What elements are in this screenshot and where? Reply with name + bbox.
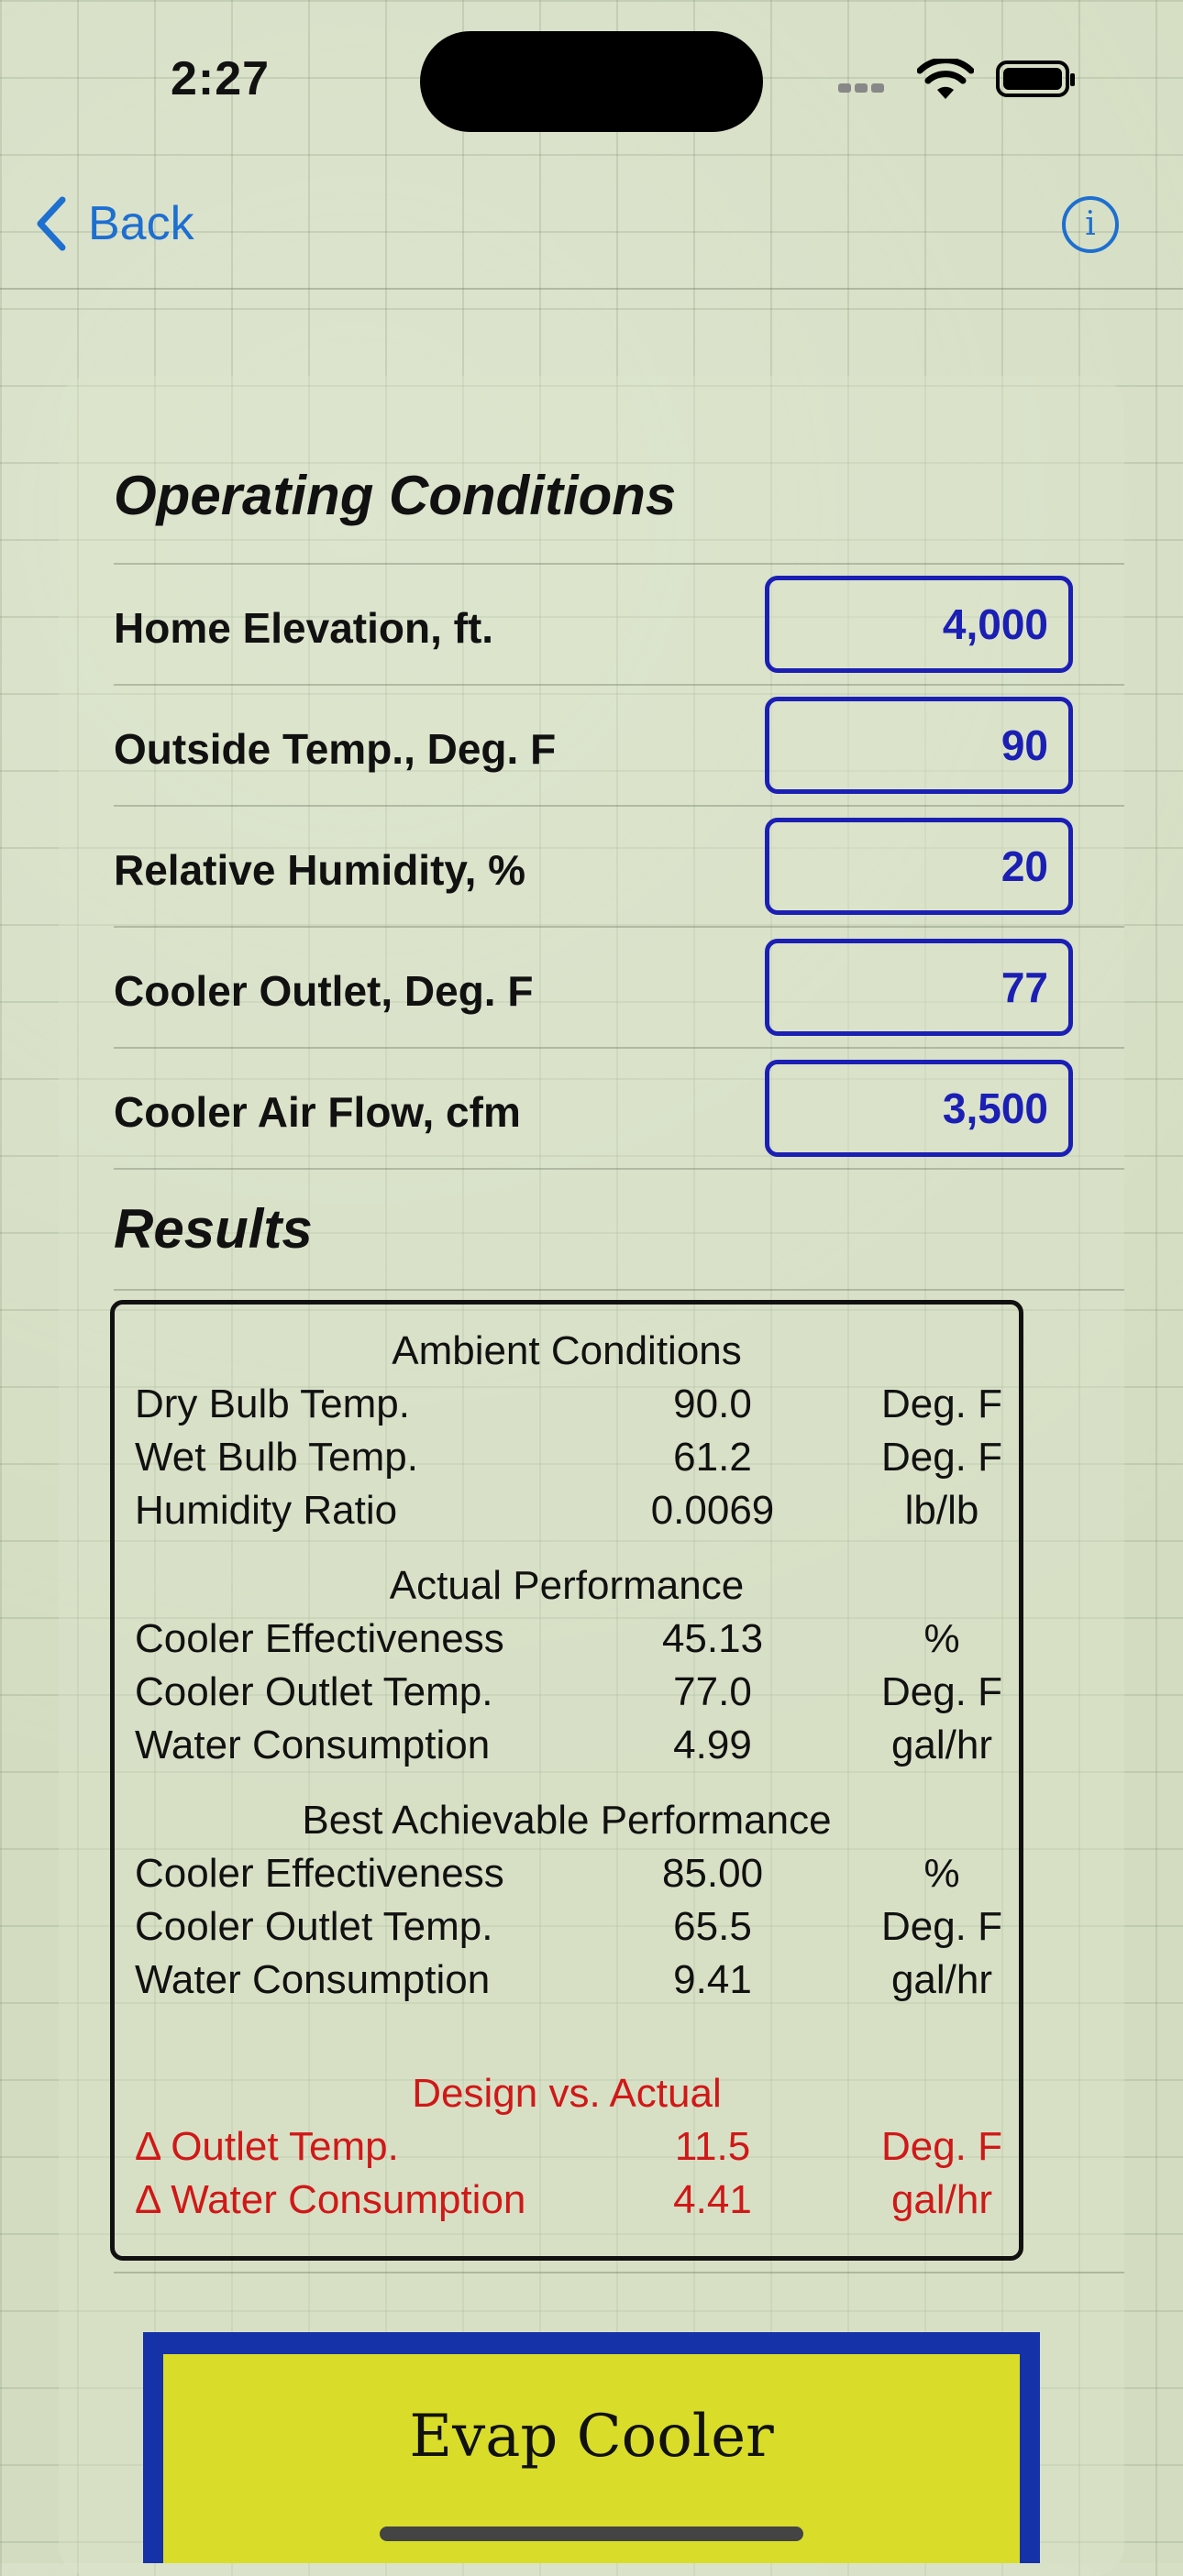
result-name: Δ Outlet Temp.: [135, 2124, 399, 2169]
cellular-signal-icon: [838, 81, 888, 97]
result-name: Cooler Effectiveness: [135, 1851, 504, 1896]
humidity-input[interactable]: 20: [765, 818, 1073, 915]
result-name: Water Consumption: [135, 1723, 491, 1767]
result-unit: %: [923, 1616, 960, 1661]
result-name: Wet Bulb Temp.: [135, 1435, 418, 1480]
design-vs-actual-heading: Design vs. Actual: [412, 2071, 722, 2116]
result-row: [135, 2177, 1015, 2230]
operating-conditions-title: Operating Conditions: [114, 465, 677, 526]
result-name: Cooler Outlet Temp.: [135, 1904, 493, 1949]
ambient-heading: Ambient Conditions: [392, 1328, 742, 1373]
input-row-outside-temp: [114, 684, 1124, 807]
divider: [114, 1168, 1124, 1170]
status-time: 2:27: [171, 52, 271, 105]
result-row: [135, 1904, 1015, 1957]
result-row: [135, 1488, 1015, 1541]
chevron-left-icon: [35, 196, 68, 251]
result-value: 65.5: [673, 1904, 752, 1949]
home-indicator[interactable]: [380, 2526, 803, 2541]
result-unit: gal/hr: [890, 1723, 993, 1767]
result-value: 0.0069: [650, 1488, 775, 1533]
result-name: Cooler Outlet Temp.: [135, 1669, 493, 1714]
result-unit: Deg. F: [880, 2124, 1003, 2169]
cooler-outlet-label: Cooler Outlet, Deg. F: [114, 967, 534, 1015]
evap-cooler-label: Evap Cooler: [163, 2354, 1020, 2563]
status-bar: [0, 0, 1183, 156]
wifi-icon: [917, 59, 974, 101]
back-button[interactable]: [35, 196, 194, 251]
result-unit: Deg. F: [880, 1669, 1003, 1714]
humidity-label: Relative Humidity, %: [114, 846, 526, 894]
input-row-humidity: [114, 805, 1124, 928]
input-row-cooler-outlet: [114, 926, 1124, 1049]
result-value: 90.0: [673, 1382, 752, 1426]
result-unit: gal/hr: [890, 2177, 993, 2222]
dynamic-island: [420, 31, 763, 132]
outside-temp-label: Outside Temp., Deg. F: [114, 725, 557, 773]
result-unit: Deg. F: [880, 1435, 1003, 1480]
result-value: 77.0: [673, 1669, 752, 1714]
divider: [114, 2272, 1124, 2273]
elevation-input[interactable]: 4,000: [765, 576, 1073, 673]
result-unit: Deg. F: [880, 1904, 1003, 1949]
result-name: Δ Water Consumption: [135, 2177, 526, 2222]
result-row: [135, 1851, 1015, 1904]
results-title: Results: [114, 1198, 313, 1260]
navigation-bar: [0, 156, 1183, 290]
divider: [114, 1289, 1124, 1291]
outside-temp-input[interactable]: 90: [765, 697, 1073, 794]
cooler-outlet-input[interactable]: 77: [765, 939, 1073, 1036]
result-name: Cooler Effectiveness: [135, 1616, 504, 1661]
result-value: 4.99: [673, 1723, 752, 1767]
result-row: [135, 2124, 1015, 2177]
result-row: [135, 1723, 1015, 1776]
result-unit: lb/lb: [904, 1488, 979, 1533]
result-row: [135, 1435, 1015, 1488]
info-button[interactable]: [1062, 196, 1119, 253]
result-value: 85.00: [661, 1851, 764, 1896]
elevation-label: Home Elevation, ft.: [114, 604, 494, 652]
air-flow-input[interactable]: 3,500: [765, 1060, 1073, 1157]
result-value: 61.2: [673, 1435, 752, 1480]
info-icon: i: [1085, 205, 1096, 243]
result-row: [135, 1669, 1015, 1723]
actual-heading: Actual Performance: [389, 1563, 745, 1608]
air-flow-label: Cooler Air Flow, cfm: [114, 1088, 521, 1136]
input-row-air-flow: [114, 1047, 1124, 1170]
result-row: [135, 1382, 1015, 1435]
result-unit: gal/hr: [890, 1957, 993, 2002]
result-value: 4.41: [673, 2177, 752, 2222]
results-panel: [110, 1300, 1023, 2261]
back-label: Back: [88, 197, 194, 250]
result-name: Humidity Ratio: [135, 1488, 398, 1533]
input-row-elevation: [114, 563, 1124, 686]
result-value: 45.13: [661, 1616, 764, 1661]
result-name: Water Consumption: [135, 1957, 491, 2002]
result-name: Dry Bulb Temp.: [135, 1382, 410, 1426]
result-value: 9.41: [673, 1957, 752, 2002]
result-row: [135, 1616, 1015, 1669]
result-unit: %: [923, 1851, 960, 1896]
result-unit: Deg. F: [880, 1382, 1003, 1426]
battery-icon: [996, 61, 1069, 97]
result-row: [135, 1957, 1015, 2010]
result-value: 11.5: [674, 2124, 751, 2169]
best-heading: Best Achievable Performance: [302, 1798, 832, 1843]
